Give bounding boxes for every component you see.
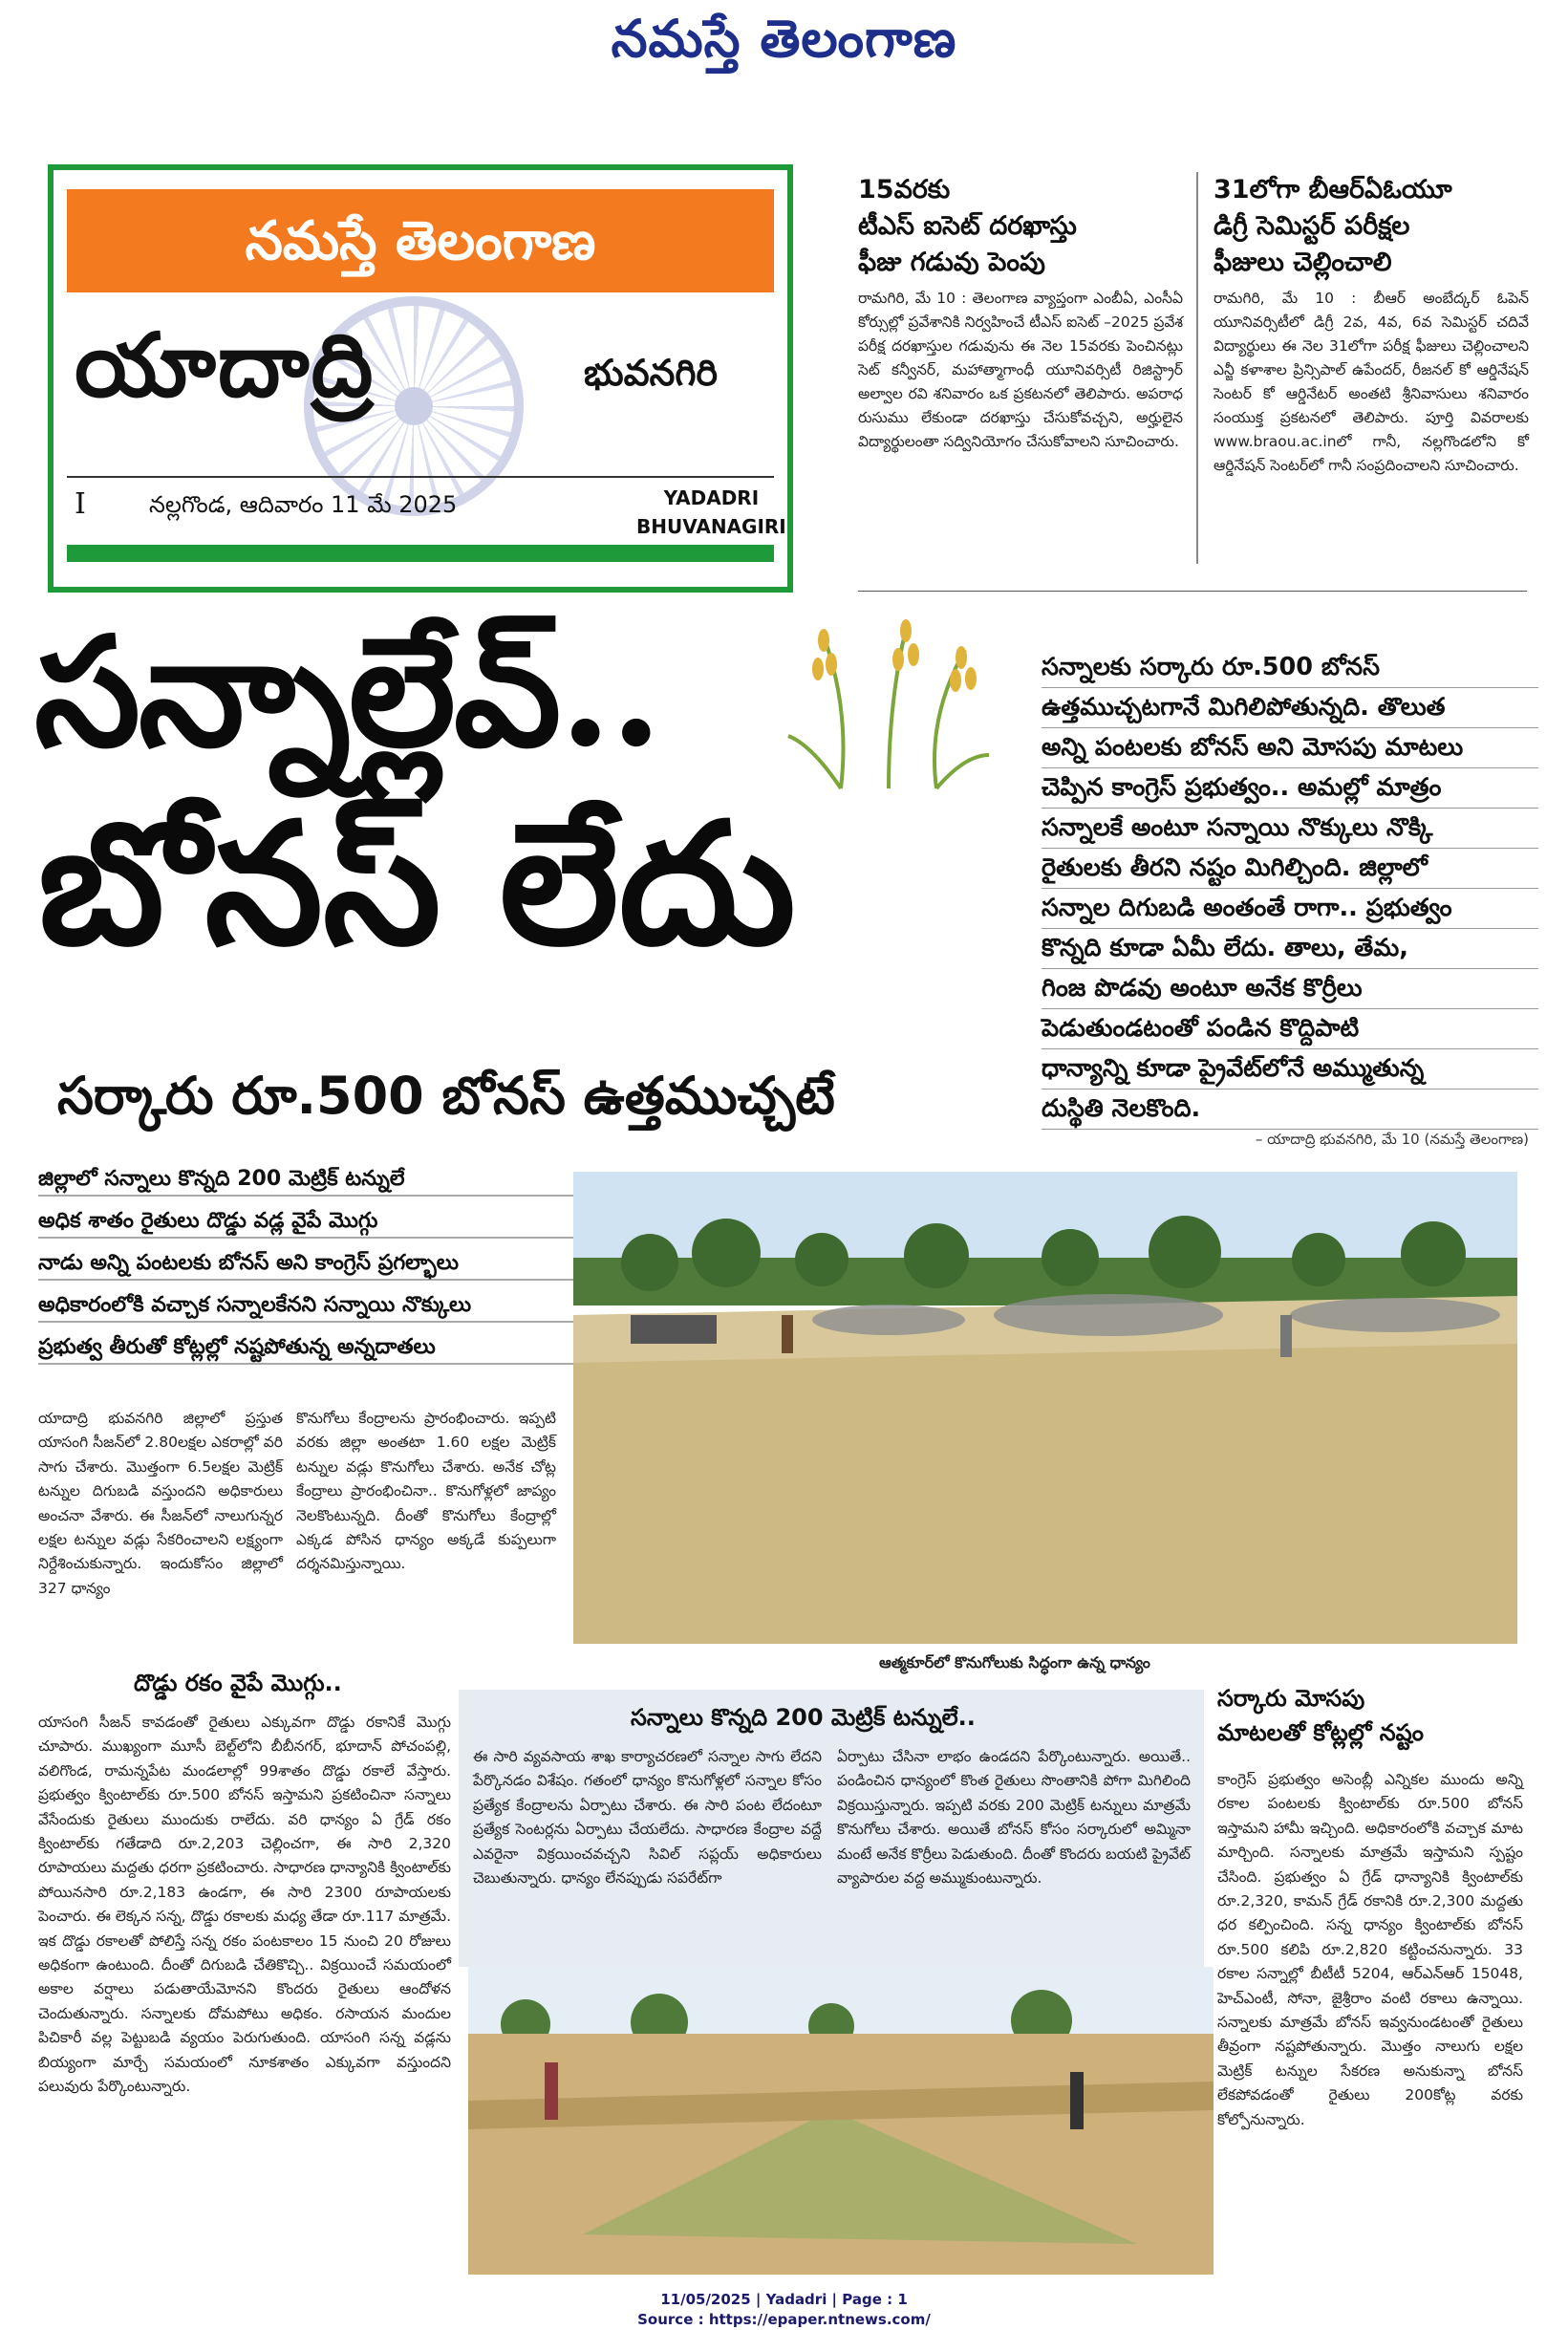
section-body-sannalu-col1: ఈ సారి వ్యవసాయ శాఖ కార్యాచరణలో సన్నాల సాగు లేదని పేర్కొనడం విశేషం. గతంలో ధాన్యం కొనుగోళ్లలో సన్నాల కోసం ప్రత్యేక కేంద్రాలను ఏర్పాటు చేశారు. ఈ సారి పంట లేదంటూ ప్రత్యేక సెంటర్లను ఏర్పాటు చేయలేదు. సాధారణ కేంద్రాల వద్దే ఎవరైనా విక్రయించవచ్చని సివిల్‌ సప్లయ్‌ అధికారులు చెబుతున్నారు. ధాన్యం లేనప్పుడు సపరేట్‌గా: [473, 1748, 822, 1888]
intro-block: [1042, 648, 1538, 1130]
subheadline: సర్కారు రూ.500 బోనస్‌ ఉత్తముచ్చటే: [57, 1066, 835, 1126]
brief-braou-body: రామగిరి, మే 10 : బీఆర్‌ అంబేద్కర్‌ ఓపెన్‌ యూనివర్సిటీలో డిగ్రీ 2వ, 4వ, 6వ సెమిస్టర్‌ చదివే విద్యార్థులు ఈ నెల 31లోగా పరీక్ష ఫీజులు చెల్లించాలని ఎన్జీ కళాశాల ప్రిన్సిపాల్‌ ఉపేందర్‌, రీజనల్‌ కో ఆర్డినేషన్‌ సెంటర్‌ కో ఆర్డినేటర్‌ అంతటి శ్రీనివాసులు శనివారం సంయుక్త ప్రకటనలో తెలిపారు. పూర్తి వివరాలకు www.braou.ac.inలో గానీ, నల్లగొండలోని కో ఆర్డినేషన్‌ సెంటర్‌లో గానీ సంప్రదించాలని సూచించారు.: [1214, 290, 1529, 474]
lead-paragraph-col2: కొనుగోలు కేంద్రాలను ప్రారంభించారు. ఇప్పటి వరకు జిల్లా అంతటా 1.60 లక్షల మెట్రిక్‌ టన్నుల వడ్లు కొనుగోలు చేశారు. అనేక చోట్ల కేంద్రాలు ప్రారంభించినా.. కొనుగోళ్లలో జాప్యం నెలకొంటున్నది. దీంతో కొనుగోలు కేంద్రాల్లో ఎక్కడ పోసిన ధాన్యం అక్కడే కుప్పలుగా దర్శనమిస్తున్నాయి.: [296, 1410, 556, 1573]
section-head-sannalu: సన్నాలు కొన్నది 200 మెట్రిక్‌ టన్నులే..: [631, 1704, 976, 1731]
paddy-illustration: [784, 612, 994, 793]
green-stripe: [67, 545, 774, 562]
edition-english-name: [636, 484, 786, 541]
intro-line: అన్ని పంటలకు బోనస్‌ అని మోసపు మాటలు: [1042, 728, 1538, 768]
intro-line: సన్నాలకు సర్కారు రూ.500 బోనస్‌: [1042, 648, 1538, 688]
brief-icet-head-1: 15వరకు: [858, 175, 951, 205]
edition-box: [48, 164, 793, 593]
page-footer: [0, 2290, 1568, 2330]
dateline: నల్లగొండ, ఆదివారం 11 మే 2025: [149, 491, 458, 518]
highlight-item: నాడు అన్ని పంటలకు బోనస్‌ అని కాంగ్రెస్‌ ప్రగల్భాలు: [38, 1248, 573, 1281]
highlight-item: ప్రభుత్వ తీరుతో కోట్లల్లో నష్టపోతున్న అన్నదాతలు: [38, 1332, 573, 1365]
brief-icet-head-2: టీఎస్‌ ఐసెట్‌ దరఖాస్తు: [858, 211, 1077, 241]
section-head-dodu: దొడ్డు రకం వైపే మొగ్గు..: [134, 1670, 342, 1696]
intro-line: కొన్నది కూడా ఏమీ లేదు. తాలు, తేమ,: [1042, 929, 1538, 969]
intro-line: ఉత్తముచ్చటగానే మిగిలిపోతున్నది. తొలుత: [1042, 688, 1538, 728]
intro-line: ధాన్యాన్ని కూడా ప్రైవేట్‌లోనే అమ్ముతున్న: [1042, 1049, 1538, 1089]
brief-icet-head-3: ఫీజు గడువు పెంపు: [858, 248, 1045, 277]
highlight-item: అధికారంలోకి వచ్చాక సన్నాలకేనని సన్నాయి నొక్కులు: [38, 1290, 573, 1323]
edition-brand: నమస్తే తెలంగాణ: [67, 189, 774, 292]
tractor: [631, 1315, 717, 1344]
brief-braou-head-3: ఫీజులు చెల్లించాలి: [1214, 248, 1392, 277]
highlight-item: జిల్లాలో సన్నాలు కొన్నది 200 మెట్రిక్‌ టన్నులే: [38, 1164, 573, 1197]
brief-braou: [1214, 172, 1529, 478]
brief-icet-body: రామగిరి, మే 10 : తెలంగాణ వ్యాప్తంగా ఎంబీఏ, ఎంసీఏ కోర్సుల్లో ప్రవేశానికి నిర్వహించే టీఎస్‌ ఐసెట్‌ –2025 ప్రవేశ పరీక్ష దరఖాస్తుల గడువును ఈ నెల 15వరకు పెంచినట్లు సెట్‌ కన్వీనర్‌, మహాత్మాగాంధీ యూనివర్సిటీ రిజిస్ట్రార్‌ అల్వాల రవి శనివారం ఒక ప్రకటనలో తెలిపారు. అపరాధ రుసుము లేకుండా దరఖాస్తు చేసుకోవచ్చని, అర్హులైన విద్యార్థులంతా సద్వినియోగం చేసుకోవాలని సూచించారు.: [858, 290, 1183, 450]
section-head-mosapu-1: సర్కారు మోసపు: [1217, 1685, 1365, 1712]
section-body-mosapu: కాంగ్రెస్‌ ప్రభుత్వం అసెంబ్లీ ఎన్నికల ముందు అన్ని రకాల పంటలకు క్వింటాల్‌కు రూ.500 బోనస్‌ ఇస్తామని హామీ ఇచ్చింది. అధికారంలోకి వచ్చాక మాట మార్చింది. సన్నాలకు మాత్రమే ఇస్తామని స్పష్టం చేసింది. ప్రభుత్వం ఏ గ్రేడ్‌ ధాన్యానికి క్వింటాల్‌కు రూ.2,320, కామన్‌ గ్రేడ్‌ రకానికి రూ.2,300 మద్దతు ధర కల్పించింది. సన్న ధాన్యం క్వింటాల్‌కు బోనస్‌ రూ.500 కలిపి రూ.2,820 కట్టించనున్నారు. 33 రకాల సన్నాల్లో బీటీటీ 5204, ఆర్‌ఎన్‌ఆర్‌ 15048, హెచ్‌ఎంటీ, సోనా, జైశ్రీరాం వంటి రకాలు ఉన్నాయి. సన్నాలకు మాత్రమే బోనస్‌ ఇవ్వనుండటంతో రైతులు తీవ్రంగా నష్టపోతున్నారు. మొత్తం నాలుగు లక్షల మెట్రిక్‌ టన్నుల సేకరణ అనుకున్నా బోనస్‌ లేకపోవడంతో రైతులు 200కోట్ల వరకు కోల్పోనున్నారు.: [1217, 1771, 1523, 2128]
intro-line: సన్నాలకే అంటూ సన్నాయి నొక్కులు నొక్కి: [1042, 809, 1538, 849]
edition-district: యాదాద్రి: [75, 313, 376, 417]
intro-line: పెడుతుండటంతో పండిన కొద్దిపాటి: [1042, 1009, 1538, 1049]
intro-credit: – యాదాద్రి భువనగిరి, మే 10 (నమస్తే తెలంగాణ): [1255, 1131, 1529, 1148]
footer-source: Source : https://epaper.ntnews.com/: [637, 2311, 931, 2328]
edition-district-suffix: భువనగిరి: [584, 352, 719, 394]
intro-line: రైతులకు తీరని నష్టం మిగిల్చింది. జిల్లాలో: [1042, 849, 1538, 889]
photo-caption: ఆత్మకూర్‌లో కొనుగోలుకు సిద్ధంగా ఉన్న ధాన్యం: [879, 1653, 1150, 1672]
footer-dateline: 11/05/2025 | Yadadri | Page : 1: [660, 2291, 908, 2308]
brief-braou-head-1: 31లోగా బీఆర్‌ఏఓయూ: [1214, 175, 1452, 205]
masthead: నమస్తే తెలంగాణ: [611, 8, 957, 69]
intro-line: చెప్పిన కాంగ్రెస్‌ ప్రభుత్వం.. అమల్లో మాత్రం: [1042, 768, 1538, 809]
paddy-heap-photo: [468, 1967, 1214, 2275]
intro-line: గింజ పొడవు అంటూ అనేక కొర్రీలు: [1042, 969, 1538, 1009]
intro-line: దుస్థితి నెలకొంది.: [1042, 1089, 1538, 1130]
section-body-sannalu-col2: ఏర్పాటు చేసినా లాభం ఉండదని పేర్కొంటున్నారు. అయితే.. పండించిన ధాన్యంలో కొంత రైతులు సొంతానికి పోగా మిగిలింది విక్రయిస్తున్నారు. ఇప్పటి వరకు 200 మెట్రిక్‌ టన్నులు మాత్రమే కొనుగోలు చేశారు. అయితే బోనస్‌ కోసం సర్కారులో అమ్మినా మంటే అనేక కొర్రీలు పెడుతుంది. దీంతో కొందరు బయటి ప్రైవేట్‌ వ్యాపారుల వద్ద అమ్ముకుంటున్నారు.: [837, 1748, 1191, 1888]
headline-line2: బోనస్‌ లేదు: [38, 785, 796, 982]
lead-paragraph-col1: యాదాద్రి భువనగిరి జిల్లాలో ప్రస్తుత యాసంగి సీజన్‌లో 2.80లక్షల ఎకరాల్లో వరి సాగు చేశారు. మొత్తంగా 6.5లక్షల మెట్రిక్‌ టన్నుల దిగుబడి వస్తుందని అధికారులు అంచనా వేశారు. ఈ సీజన్‌లో నాలుగున్నర లక్షల టన్నుల వడ్లు సేకరించాలని లక్ష్యంగా నిర్దేశించుకున్నారు. ఇందుకోసం జిల్లాలో 327 ధాన్యం: [38, 1410, 283, 1597]
worker-1: [782, 1315, 793, 1353]
highlights-list: [38, 1164, 573, 1374]
brief-braou-head-2: డిగ్రీ సెమిస్టర్‌ పరీక్షల: [1214, 211, 1410, 241]
headline-line1: సన్నాల్లేవ్‌..: [34, 604, 661, 781]
page-number: I: [75, 487, 86, 521]
edition-english-name-line2: BHUVANAGIRI: [636, 515, 786, 538]
column-divider: [1196, 172, 1198, 564]
brief-icet: [858, 172, 1183, 454]
worker-3: [545, 2062, 558, 2120]
highlight-item: అధిక శాతం రైతులు దొడ్డు వడ్ల వైపే మొగ్గు: [38, 1206, 573, 1239]
worker-2: [1280, 1315, 1292, 1357]
edition-english-name-line1: YADADRI: [663, 486, 760, 509]
section-body-dodu: యాసంగి సీజన్‌ కావడంతో రైతులు ఎక్కువగా దొడ్డు రకానికే మొగ్గు చూపారు. ముఖ్యంగా మూసీ బెల్ట్‌లోని బీబీనగర్‌, భూదాన్‌ పోచంపల్లి, వలిగొండ, రామన్నపేట మండలాల్లో 99శాతం దొడ్డు రకాలే వేస్తారు. ప్రభుత్వం క్వింటాల్‌కు రూ.500 బోనస్‌ ఇస్తామని ప్రకటించినా సన్నాలు వేసేందుకు రైతులు ముందుకు రాలేదు. వరి ధాన్యం ఏ గ్రేడ్‌ రకం క్వింటాల్‌కు గతేడాది రూ.2,203 చెల్లించగా, ఈ సారి 2,320 రూపాయలు మద్దతు ధరగా ప్రకటించారు. సాధారణ ధాన్యానికి క్వింటాల్‌కు పోయినసారి రూ.2,183 ఉండగా, ఈ సారి 2300 రూపాయలకు పెంచారు. ఈ లెక్కన సన్న, దొడ్డు రకాలకు మధ్య తేడా రూ.117 మాత్రమే. ఇక దొడ్డు రకాలతో పోలిస్తే సన్న రకం పంటకాలం 15 నుంచి 20 రోజులు అధికంగా ఉంటుంది. దీంతో దిగుబడి చేతికొచ్చి.. విక్రయించే సమయంలో అకాల వర్షాలు పడుతాయేమోనని కొందరు రైతులు ఆందోళన చెందుతున్నారు. సన్నాలకు దోమపోటు అధికం. రసాయన మందుల పిచికారీ వల్ల పెట్టుబడి వ్యయం పెరుగుతుంది. యాసంగి సన్న వడ్లను బియ్యంగా మార్చే సమయంలో నూకశాతం ఎక్కువగా వస్తుందని పలువురు పేర్కొంటున్నారు.: [38, 1714, 451, 2096]
paddy-stalks: [788, 621, 989, 788]
intro-line: సన్నాల దిగుబడి అంతంతే రాగా.. ప్రభుత్వం: [1042, 889, 1538, 929]
paddy-drying-photo: [573, 1172, 1517, 1644]
section-rule: [858, 591, 1527, 592]
section-head-mosapu-2: మాటలతో కోట్లల్లో నష్టం: [1217, 1719, 1424, 1746]
worker-4: [1070, 2072, 1084, 2129]
